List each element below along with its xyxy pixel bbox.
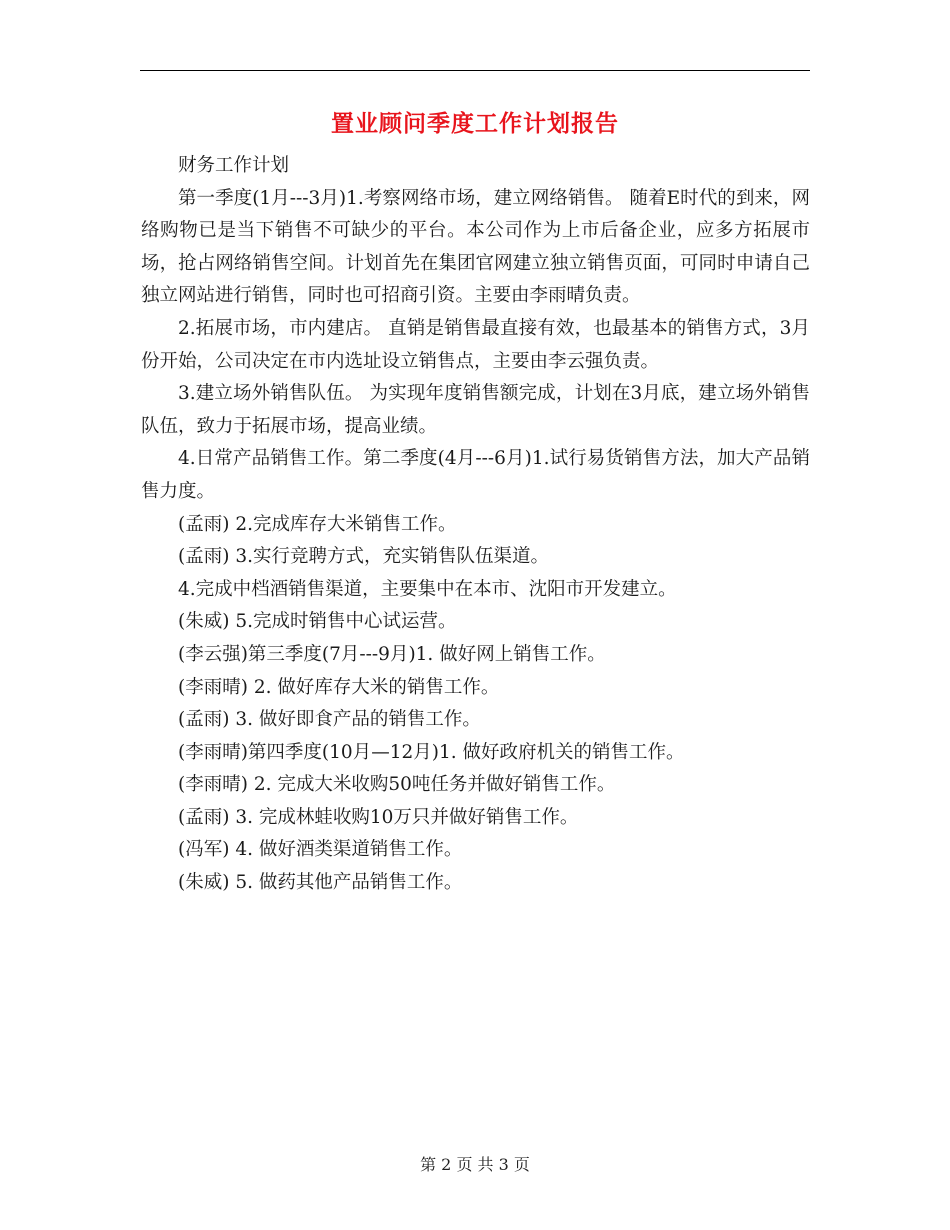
paragraph: (孟雨) 2.完成库存大米销售工作。 — [178, 513, 457, 535]
header-rule — [140, 70, 810, 71]
page-number-footer: 第 2 页 共 3 页 — [420, 1155, 530, 1174]
paragraph: 4.完成中档酒销售渠道，主要集中在本市、沈阳市开发建立。 — [178, 578, 677, 600]
paragraph: 3.建立场外销售队伍。 为实现年度销售额完成，计划在3月底，建立场外销售队伍，致力于拓展市场，提高业绩。 — [141, 383, 810, 437]
paragraph: (冯军) 4. 做好酒类渠道销售工作。 — [178, 839, 463, 861]
paragraph: (李雨晴) 2. 完成大米收购50吨任务并做好销售工作。 — [178, 774, 616, 796]
paragraph: 第一季度(1月---3月)1.考察网络市场，建立网络销售。 随着E时代的到来，网络购物已是当下销售不可缺少的平台。本公司作为上市后备企业，应多方拓展市场，抢占网络销售空间。计划首先在集团官网建立独立销售页面，可同时申请自己独立网站进行销售，同时也可招商引资。主要由李雨晴负责。 — [141, 187, 810, 307]
paragraph: 财务工作计划 — [178, 155, 290, 176]
paragraph: (孟雨) 3. 做好即食产品的销售工作。 — [178, 709, 481, 731]
paragraph: (孟雨) 3. 完成林蛙收购10万只并做好销售工作。 — [178, 806, 579, 828]
paragraph: (李云强)第三季度(7月---9月)1. 做好网上销售工作。 — [178, 643, 606, 665]
document-title: 置业顾问季度工作计划报告 — [331, 110, 619, 137]
paragraph: (朱威) 5.完成时销售中心试运营。 — [178, 611, 457, 633]
paragraph: (朱威) 5. 做药其他产品销售工作。 — [178, 872, 463, 894]
document-body — [141, 150, 810, 900]
paragraph: (孟雨) 3.实行竞聘方式，充实销售队伍渠道。 — [178, 546, 549, 568]
paragraph: 4.日常产品销售工作。第二季度(4月---6月)1.试行易货销售方法，加大产品销售力度。 — [141, 448, 810, 502]
paragraph: 2.拓展市场，市内建店。 直销是销售最直接有效，也最基本的销售方式，3月份开始，公司决定在市内选址设立销售点，主要由李云强负责。 — [141, 317, 810, 372]
paragraph: (李雨晴)第四季度(10月—12月)1. 做好政府机关的销售工作。 — [178, 741, 685, 763]
paragraph: (李雨晴) 2. 做好库存大米的销售工作。 — [178, 676, 500, 698]
